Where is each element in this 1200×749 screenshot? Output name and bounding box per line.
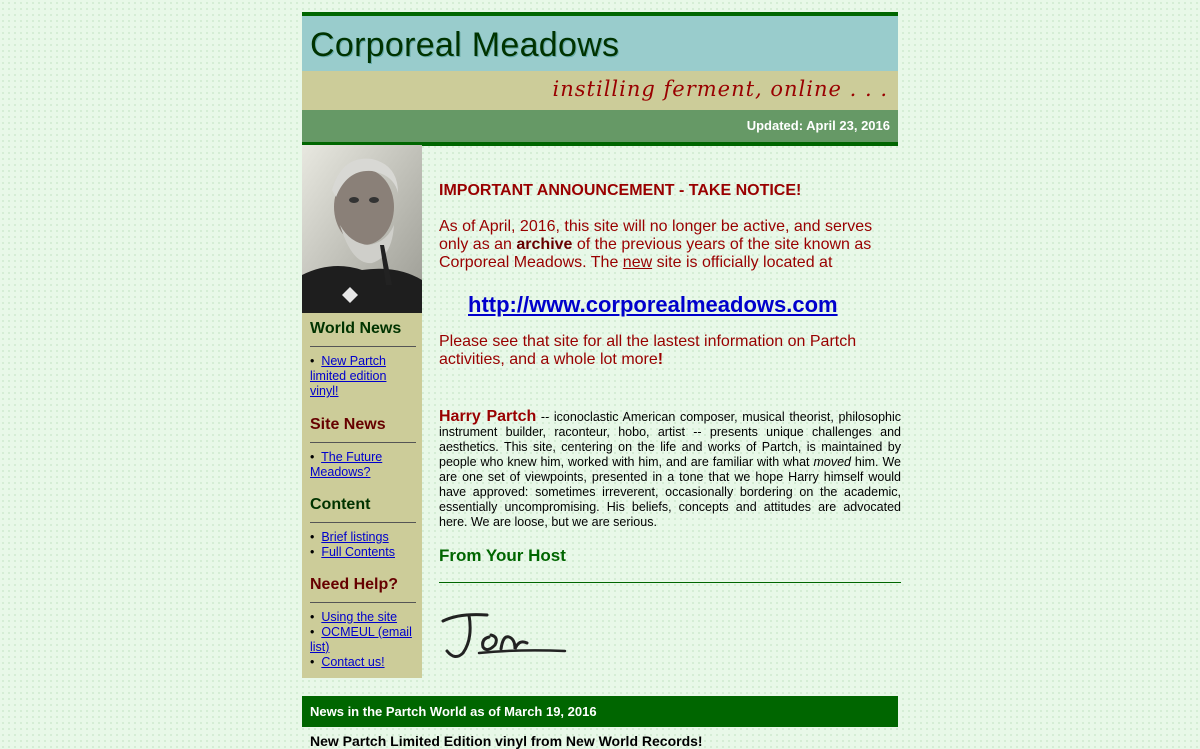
about-paragraph xyxy=(439,409,901,530)
ann-text: Please see that site for all the lastest information on Partch activities, and a whole lot more xyxy=(439,333,857,368)
ann-new-word: new xyxy=(622,254,653,271)
news-headline: New Partch Limited Edition vinyl from New World Records! xyxy=(310,733,703,749)
host-signature xyxy=(439,609,901,666)
link-full-contents[interactable]: Full Contents xyxy=(321,545,395,559)
list-item: • Using the site xyxy=(310,610,398,624)
link-future-meadows[interactable]: The Future Meadows? xyxy=(310,450,383,479)
link-brief-listings[interactable]: Brief listings xyxy=(321,530,389,544)
about-moved-word: moved xyxy=(813,455,851,469)
help-list xyxy=(310,610,416,670)
world-news-heading: World News xyxy=(310,320,416,347)
content-section xyxy=(310,496,416,560)
harry-partch-photo xyxy=(302,145,422,313)
updated-band xyxy=(302,110,898,146)
link-using-site[interactable]: Using the site xyxy=(321,610,398,624)
portrait-image xyxy=(302,145,422,313)
world-news-list xyxy=(310,354,416,399)
help-section xyxy=(310,576,416,670)
tagline-band xyxy=(302,71,898,110)
world-news-section xyxy=(310,320,416,399)
news-bar xyxy=(302,696,898,727)
announcement-heading: IMPORTANT ANNOUNCEMENT - TAKE NOTICE! xyxy=(439,182,802,199)
page-header xyxy=(302,12,898,146)
sidebar xyxy=(302,145,422,678)
about-text: him. We are one set of viewpoints, presented in a tone that we hope Harry himself would have approved: sometimes irreverent, occasionally bordering on the academic, essentially uncompromising. His beliefs, concepts and attitudes are advocated here. We are loose, but we are serious. xyxy=(439,455,901,529)
announcement-followup xyxy=(439,333,901,369)
title-band xyxy=(302,16,898,71)
ann-text: of the previous years of the site known as Corporeal Meadows. The xyxy=(439,236,872,271)
link-contact-us[interactable]: Contact us! xyxy=(321,655,385,669)
link-new-partch-vinyl[interactable]: New Partch limited edition vinyl! xyxy=(310,354,387,398)
help-heading: Need Help? xyxy=(310,576,416,603)
ann-text: As of April, 2016, this site will no longer be active, and serves only as an xyxy=(439,218,873,253)
announcement-paragraph xyxy=(439,218,901,272)
list-item: • Brief listings xyxy=(310,530,389,544)
list-item: • The Future Meadows? xyxy=(310,450,383,479)
link-ocmeul[interactable]: OCMEUL (email list) xyxy=(310,625,412,654)
list-item: • OCMEUL (email list) xyxy=(310,625,412,654)
site-news-heading: Site News xyxy=(310,416,416,443)
list-item: • New Partch limited edition vinyl! xyxy=(310,354,387,398)
ann-exclaim: ! xyxy=(657,351,664,368)
site-tagline: instilling ferment, online . . . xyxy=(552,77,888,101)
ann-archive-word: archive xyxy=(516,236,573,253)
site-news-section xyxy=(310,416,416,480)
new-site-link[interactable]: http://www.corporealmeadows.com xyxy=(468,292,838,317)
ann-text: site is officially located at xyxy=(652,254,833,271)
site-news-list xyxy=(310,450,416,480)
content-heading: Content xyxy=(310,496,416,523)
updated-date: Updated: April 23, 2016 xyxy=(746,118,890,133)
signature-image xyxy=(439,609,569,661)
about-text: -- iconoclastic American composer, musical theorist, philosophic instrument builder, raconteur, hobo, artist -- presents unique challenges and aesthetics. This site, centering on the life and works of Partch, is maintained by people who knew him, worked with him, and are familiar with what xyxy=(439,410,901,469)
harry-partch-name: Harry Partch xyxy=(439,408,537,425)
list-item: • Contact us! xyxy=(310,655,385,669)
news-bar-title: News in the Partch World as of March 19, 2016 xyxy=(310,704,597,719)
list-item: • Full Contents xyxy=(310,545,395,559)
main-content xyxy=(439,182,901,666)
content-list xyxy=(310,530,416,560)
site-title: Corporeal Meadows xyxy=(310,26,620,64)
host-heading: From Your Host xyxy=(439,546,901,583)
